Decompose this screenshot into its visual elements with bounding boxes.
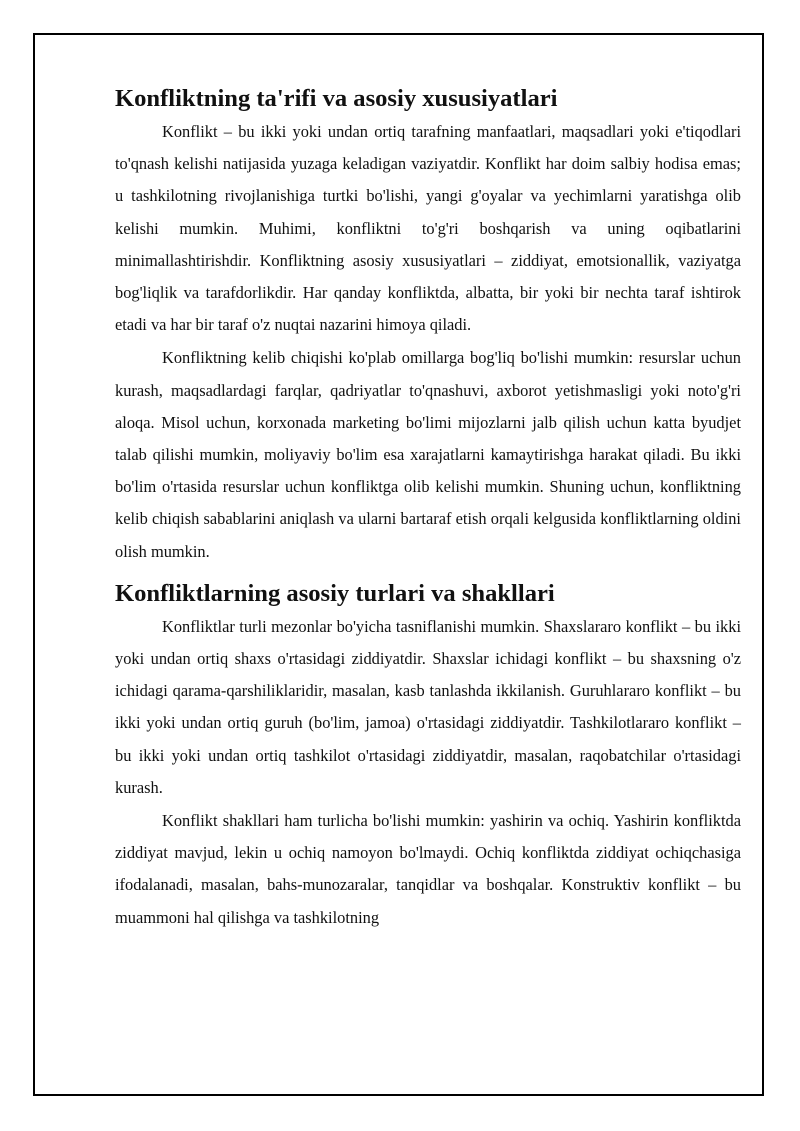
section-heading: Konfliktlarning asosiy turlari va shakllari: [115, 579, 555, 607]
paragraph: Konfliktning kelib chiqishi ko'plab omillarga bog'liq bo'lishi mumkin: resurslar uchun kurash, maqsadlardagi farqlar, qadriyatlar to'qnashuvi, axborot yetishmasligi yoki noto'g'ri aloqa. Misol uchun, korxonada marketing bo'limi mijozlarni jalb qilish uchun katta byudjet talab qilishi mumkin, moliyaviy bo'lim esa xarajatlarni kamaytirishga harakat qiladi. Bu ikki bo'lim o'rtasida resurslar uchun konfliktga olib kelishi mumkin. Shuning uchun, konfliktning kelib chiqish sabablarini aniqlash va ularni bartaraf etish orqali kelgusida konfliktlarning oldini olish mumkin.: [115, 348, 741, 561]
paragraph: Konflikt shakllari ham turlicha bo'lishi mumkin: yashirin va ochiq. Yashirin konfliktda ziddiyat mavjud, lekin u ochiq namoyon bo'lmaydi. Ochiq konfliktda ziddiyat ochiqchasiga ifodalanadi, masalan, bahs-munozaralar, tanqidlar va boshqalar. Konstruktiv konflikt – bu muammoni hal qilishga va tashkilotning: [115, 811, 741, 927]
section-heading: Konfliktning ta'rifi va asosiy xususiyatlari: [115, 85, 558, 112]
paragraph: Konflikt – bu ikki yoki undan ortiq tarafning manfaatlari, maqsadlari yoki e'tiqodlari to'qnash kelishi natijasida yuzaga keladigan vaziyatdir. Konflikt har doim salbiy hodisa emas; u tashkilotning rivojlanishiga turtki bo'lishi, yangi g'oyalar va yechimlarni yaratishga olib kelishi mumkin. Muhimi, konfliktni to'g'ri boshqarish va uning oqibatlarini minimallashtirishdir. Konfliktning asosiy xususiyatlari – ziddiyat, emotsionallik, vaziyatga bog'liqlik va tarafdorlikdir. Har qanday konfliktda, albatta, bir yoki bir nechta taraf ishtirok etadi va har bir taraf o'z nuqtai nazarini himoya qiladi.: [115, 122, 741, 335]
paragraph: Konfliktlar turli mezonlar bo'yicha tasniflanishi mumkin. Shaxslararo konflikt – bu ikki yoki undan ortiq shaxs o'rtasidagi ziddiyatdir. Shaxslar ichidagi konflikt – bu shaxsning o'z ichidagi qarama-qarshiliklaridir, masalan, kasb tanlashda ikkilanish. Guruhlararo konflikt – bu ikki yoki undan ortiq guruh (bo'lim, jamoa) o'rtasidagi ziddiyatdir. Tashkilotlararo konflikt – bu ikki yoki undan ortiq tashkilot o'rtasidagi ziddiyatdir, masalan, raqobatchilar o'rtasidagi kurash.: [115, 616, 741, 797]
document-body: [115, 85, 741, 934]
